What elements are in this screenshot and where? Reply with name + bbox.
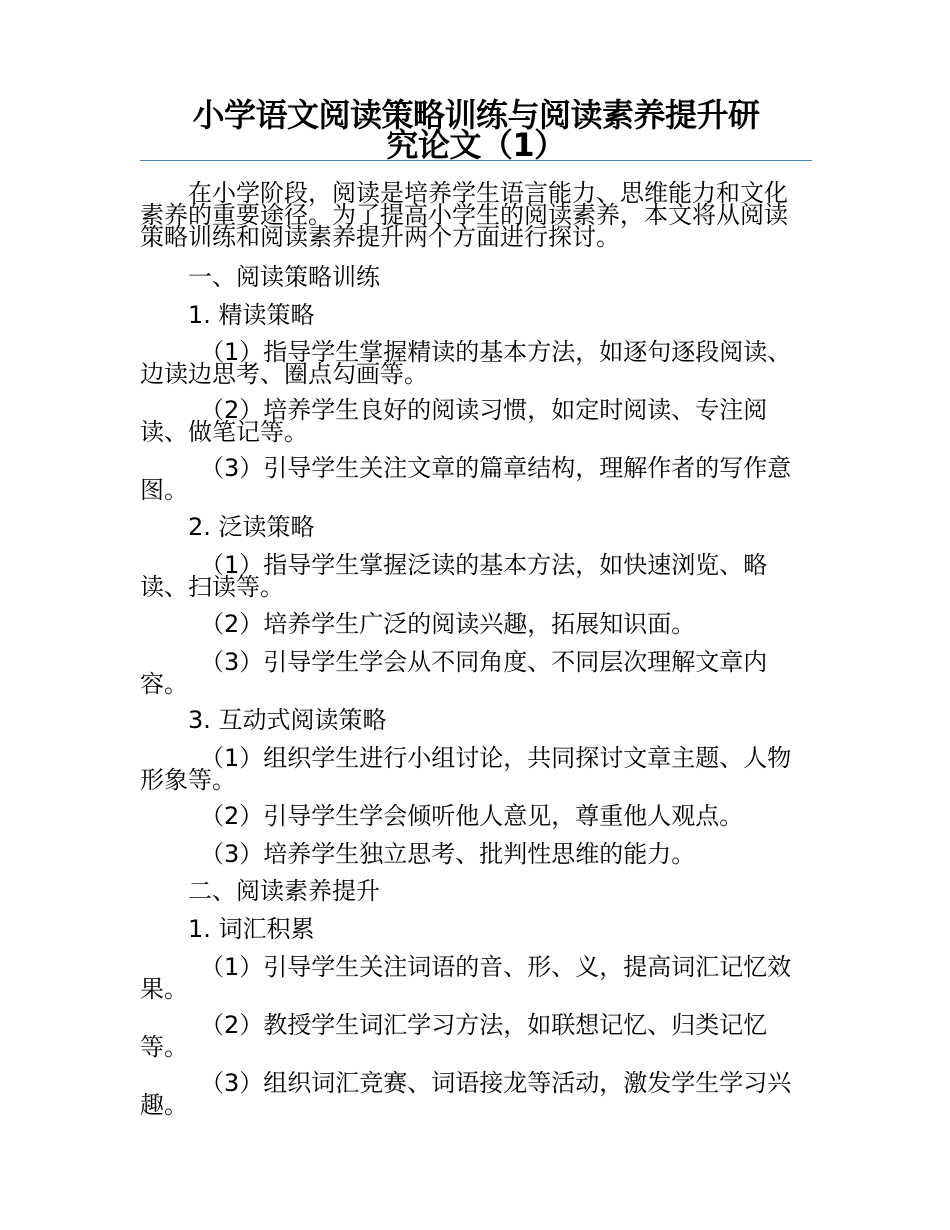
section-heading-2 <box>140 877 812 905</box>
item-1-1-3 <box>140 454 812 504</box>
item-1-2-3 <box>140 648 812 698</box>
item-1-1-1 <box>140 338 812 388</box>
section-heading-1 <box>140 263 812 291</box>
subheading-intensive-reading <box>140 301 812 329</box>
item-line: （2）教授学生词汇学习方法，如联想记忆、归类记忆 <box>200 1011 768 1039</box>
item-1-1-2 <box>140 396 812 446</box>
item-1-3-1 <box>140 744 812 794</box>
item-2-1-3 <box>140 1069 812 1119</box>
item-2-1-2 <box>140 1011 812 1061</box>
item-line: （1）组织学生进行小组讨论，共同探讨文章主题、人物 <box>200 744 792 772</box>
item-line: （1）指导学生掌握泛读的基本方法，如快速浏览、略 <box>200 551 768 579</box>
item-line: （3）引导学生学会从不同角度、不同层次理解文章内 <box>200 648 768 676</box>
subheading-vocabulary <box>140 915 812 943</box>
item-1-2-1 <box>140 551 812 601</box>
title-underline <box>140 160 812 161</box>
subheading-extensive-reading-text: 2. 泛读策略 <box>188 513 315 541</box>
intro-paragraph <box>140 179 812 251</box>
subheading-interactive-reading <box>140 706 812 734</box>
item-line: （1）引导学生关注词语的音、形、义，提高词汇记忆效 <box>200 953 792 981</box>
item-line: 等。 <box>140 1033 188 1061</box>
item-line: （3）培养学生独立思考、批判性思维的能力。 <box>200 840 696 868</box>
item-line: 读、扫读等。 <box>140 573 284 601</box>
subheading-intensive-reading-text: 1. 精读策略 <box>188 301 315 329</box>
item-line: （3）组织词汇竞赛、词语接龙等活动，激发学生学习兴 <box>200 1069 792 1097</box>
item-line: 容。 <box>140 670 188 698</box>
item-line: （2）培养学生良好的阅读习惯，如定时阅读、专注阅 <box>200 396 768 424</box>
item-line: （2）培养学生广泛的阅读兴趣，拓展知识面。 <box>200 610 696 638</box>
item-1-3-2 <box>140 802 812 830</box>
item-1-2-2 <box>140 610 812 638</box>
item-1-3-3 <box>140 840 812 868</box>
title-line-2: 究论文（1） <box>386 126 566 164</box>
title-line-1: 小学语文阅读策略训练与阅读素养提升研 <box>192 96 760 134</box>
item-line: 趣。 <box>140 1091 188 1119</box>
intro-line-2: 素养的重要途径。为了提高小学生的阅读素养，本文将从阅读 <box>140 201 788 229</box>
document-title <box>140 96 812 164</box>
intro-line-1: 在小学阶段，阅读是培养学生语言能力、思维能力和文化 <box>188 179 788 207</box>
item-line: 果。 <box>140 975 188 1003</box>
item-line: 边读边思考、圈点勾画等。 <box>140 360 428 388</box>
subheading-extensive-reading <box>140 513 812 541</box>
section-heading-2-text: 二、阅读素养提升 <box>188 877 380 905</box>
subheading-interactive-reading-text: 3. 互动式阅读策略 <box>188 706 387 734</box>
item-line: 形象等。 <box>140 766 236 794</box>
intro-line-3: 策略训练和阅读素养提升两个方面进行探讨。 <box>140 223 620 251</box>
item-line: （3）引导学生关注文章的篇章结构，理解作者的写作意 <box>200 454 792 482</box>
item-line: （2）引导学生学会倾听他人意见，尊重他人观点。 <box>200 802 744 830</box>
item-line: 图。 <box>140 476 188 504</box>
subheading-vocabulary-text: 1. 词汇积累 <box>188 915 315 943</box>
item-2-1-1 <box>140 953 812 1003</box>
section-heading-1-text: 一、阅读策略训练 <box>188 263 380 291</box>
item-line: 读、做笔记等。 <box>140 418 308 446</box>
item-line: （1）指导学生掌握精读的基本方法，如逐句逐段阅读、 <box>200 338 792 366</box>
